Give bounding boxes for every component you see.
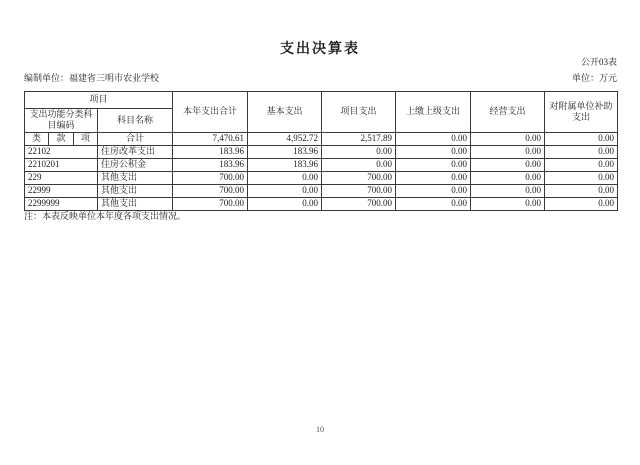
row-value: 0.00 bbox=[545, 171, 618, 184]
row-subject-name: 其他支出 bbox=[98, 184, 173, 197]
header-row-1 bbox=[25, 92, 618, 109]
row-code: 22102 bbox=[25, 145, 98, 158]
table-note: 注：本表反映单位本年度各项支出情况。 bbox=[24, 211, 187, 221]
expenditure-table bbox=[24, 91, 618, 211]
row-value: 0.00 bbox=[471, 145, 545, 158]
row-code: 22999 bbox=[25, 184, 98, 197]
total-value: 0.00 bbox=[471, 132, 545, 145]
row-value: 700.00 bbox=[322, 197, 396, 210]
total-value: 4,952.72 bbox=[248, 132, 322, 145]
row-value: 0.00 bbox=[248, 171, 322, 184]
header-subject-name: 科目名称 bbox=[98, 109, 173, 133]
row-code: 229 bbox=[25, 171, 98, 184]
row-value: 0.00 bbox=[545, 145, 618, 158]
row-value: 700.00 bbox=[173, 197, 248, 210]
row-value: 0.00 bbox=[545, 184, 618, 197]
total-label: 合计 bbox=[98, 132, 173, 145]
table-row bbox=[25, 184, 618, 197]
row-value: 183.96 bbox=[248, 158, 322, 171]
row-value: 0.00 bbox=[248, 197, 322, 210]
header-code-class: 类 bbox=[25, 132, 49, 145]
row-value: 183.96 bbox=[173, 145, 248, 158]
row-value: 0.00 bbox=[471, 197, 545, 210]
row-value: 0.00 bbox=[396, 158, 471, 171]
row-subject-name: 住房改革支出 bbox=[98, 145, 173, 158]
header-code-section: 款 bbox=[49, 132, 74, 145]
row-value: 183.96 bbox=[248, 145, 322, 158]
row-value: 0.00 bbox=[322, 158, 396, 171]
currency-unit-label: 单位：万元 bbox=[571, 73, 617, 83]
header-code-item: 项 bbox=[74, 132, 98, 145]
header-project-expenditure: 项目支出 bbox=[322, 92, 396, 133]
total-value: 2,517.89 bbox=[322, 132, 396, 145]
row-value: 700.00 bbox=[173, 184, 248, 197]
row-value: 700.00 bbox=[173, 171, 248, 184]
row-code: 2210201 bbox=[25, 158, 98, 171]
row-subject-name: 住房公积金 bbox=[98, 158, 173, 171]
row-value: 0.00 bbox=[396, 197, 471, 210]
row-value: 700.00 bbox=[322, 184, 396, 197]
table-row bbox=[25, 145, 618, 158]
row-value: 0.00 bbox=[471, 184, 545, 197]
header-code-group: 支出功能分类科目编码 bbox=[25, 109, 98, 133]
row-subject-name: 其他支出 bbox=[98, 171, 173, 184]
row-value: 0.00 bbox=[396, 145, 471, 158]
header-project-group: 项目 bbox=[25, 92, 173, 109]
row-subject-name: 其他支出 bbox=[98, 197, 173, 210]
row-value: 0.00 bbox=[471, 171, 545, 184]
row-value: 0.00 bbox=[545, 158, 618, 171]
total-value: 0.00 bbox=[545, 132, 618, 145]
table-row bbox=[25, 158, 618, 171]
header-total-expenditure: 本年支出合计 bbox=[173, 92, 248, 133]
header-subsidy-expenditure: 对附属单位补助支出 bbox=[545, 92, 618, 133]
total-value: 0.00 bbox=[396, 132, 471, 145]
page-number: 10 bbox=[316, 425, 324, 434]
table-row bbox=[25, 171, 618, 184]
table-code-label: 公开03表 bbox=[580, 57, 617, 67]
row-value: 0.00 bbox=[322, 145, 396, 158]
header-operating-expenditure: 经营支出 bbox=[471, 92, 545, 133]
row-value: 0.00 bbox=[545, 197, 618, 210]
total-value: 7,470.61 bbox=[173, 132, 248, 145]
compiling-unit-label: 编制单位：福建省三明市农业学校 bbox=[24, 73, 160, 83]
header-basic-expenditure: 基本支出 bbox=[248, 92, 322, 133]
header-upward-expenditure: 上缴上级支出 bbox=[396, 92, 471, 133]
row-value: 183.96 bbox=[173, 158, 248, 171]
row-value: 0.00 bbox=[396, 184, 471, 197]
total-row bbox=[25, 132, 618, 145]
row-code: 2299999 bbox=[25, 197, 98, 210]
row-value: 0.00 bbox=[471, 158, 545, 171]
row-value: 0.00 bbox=[396, 171, 471, 184]
row-value: 0.00 bbox=[248, 184, 322, 197]
row-value: 700.00 bbox=[322, 171, 396, 184]
page-title: 支出决算表 bbox=[280, 42, 360, 57]
